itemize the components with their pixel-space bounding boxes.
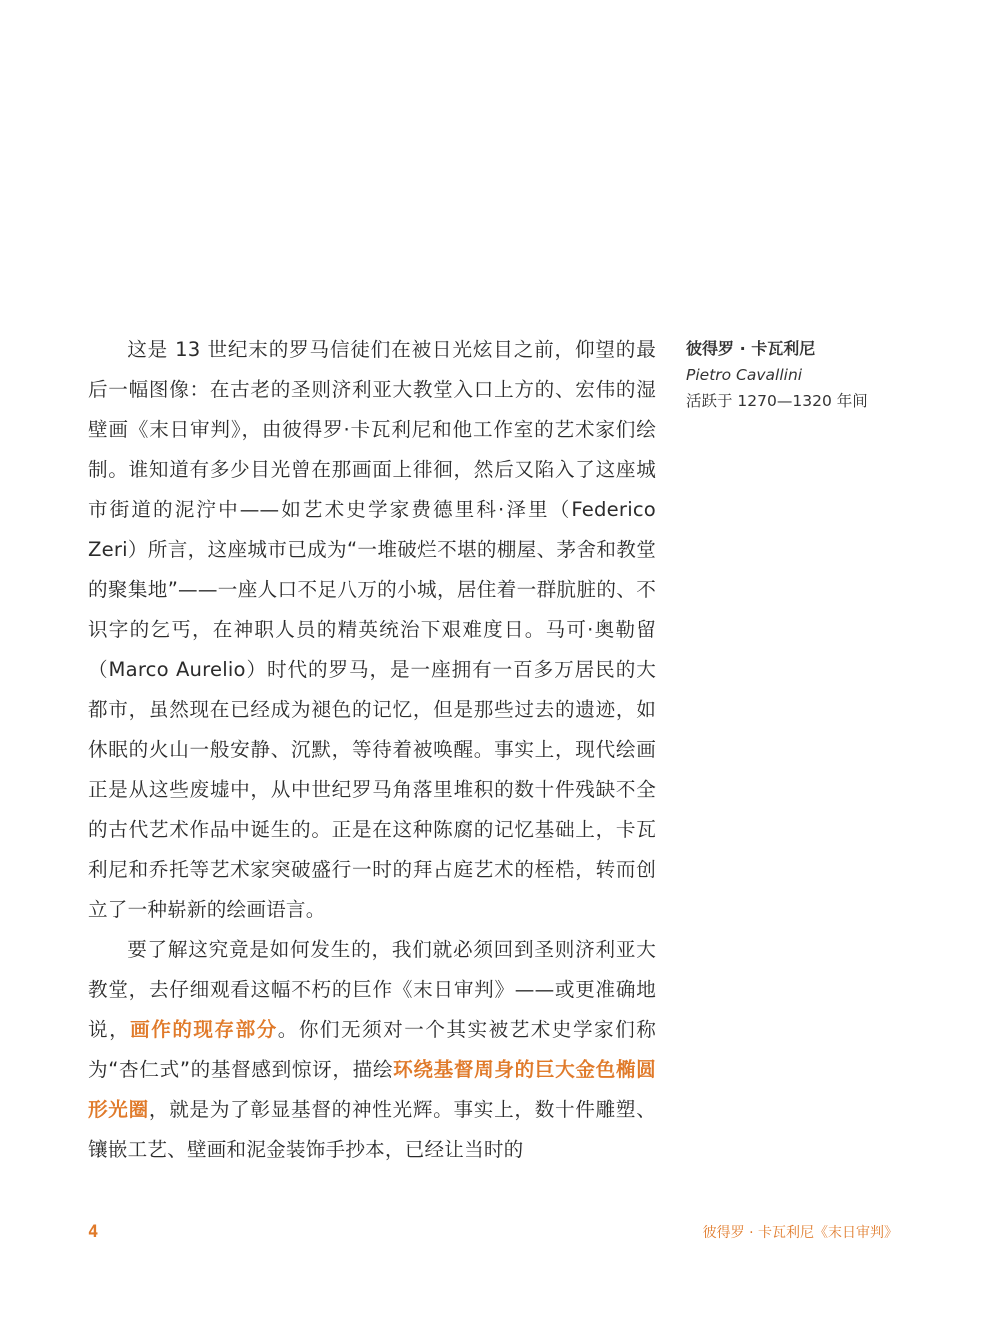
highlight-surviving-part: 画作的现存部分 — [130, 1018, 278, 1041]
body-text — [88, 330, 656, 1170]
paragraph-1: 这是 13 世纪末的罗马信徒们在被日光炫目之前，仰望的最后一幅图像：在古老的圣则济利亚大教堂入口上方的、宏伟的湿壁画《末日审判》，由彼得罗·卡瓦利尼和他工作室的艺术家们绘制。谁知道有多少目光曾在那画面上徘徊，然后又陷入了这座城市街道的泥泞中——如艺术史学家费德里科·泽里（Federico Zeri）所言，这座城市已成为“一堆破烂不堪的棚屋、茅舍和教堂的聚集地”——一座人口不足八万的小城，居住着一群肮脏的、不识字的乞丐，在神职人员的精英统治下艰难度日。马可·奥勒留（Marco Aurelio）时代的罗马，是一座拥有一百多万居民的大都市，虽然现在已经成为褪色的记忆，但是那些过去的遗迹，如休眠的火山一般安静、沉默，等待着被唤醒。事实上，现代绘画正是从这些废墟中，从中世纪罗马角落里堆积的数十件残缺不全的古代艺术作品中诞生的。正是在这种陈腐的记忆基础上，卡瓦利尼和乔托等艺术家突破盛行一时的拜占庭艺术的桎梏，转而创立了一种崭新的绘画语言。 — [88, 338, 656, 921]
paragraph-2 — [88, 930, 656, 1170]
artist-active-period: 活跃于 1270—1320 年间 — [686, 392, 868, 410]
highlight-mandorla: 环绕基督周身的巨大金色椭圆形光圈 — [88, 1058, 656, 1121]
artist-name-zh: 彼得罗 · 卡瓦利尼 — [686, 339, 816, 358]
artist-name-en: Pietro Cavallini — [686, 366, 803, 384]
paragraph-2-part-1: 要了解这究竟是如何发生的，我们就必须回到圣则济利亚大教堂，去仔细观看这幅不朽的巨作《末日审判》——或更准确地说， — [88, 938, 656, 1041]
page-number: 4 — [88, 1222, 99, 1242]
artist-sidenote — [686, 336, 926, 414]
running-footer-title: 彼得罗 · 卡瓦利尼《末日审判》 — [702, 1225, 898, 1241]
paragraph-2-part-2: 。你们无须对一个其实被艺术史学家们称为“杏仁式”的基督感到惊讶，描绘 — [88, 1018, 656, 1081]
paragraph-2-part-3: ，就是为了彰显基督的神性光辉。事实上，数十件雕塑、镶嵌工艺、壁画和泥金装饰手抄本，已经让当时的 — [88, 1098, 657, 1161]
